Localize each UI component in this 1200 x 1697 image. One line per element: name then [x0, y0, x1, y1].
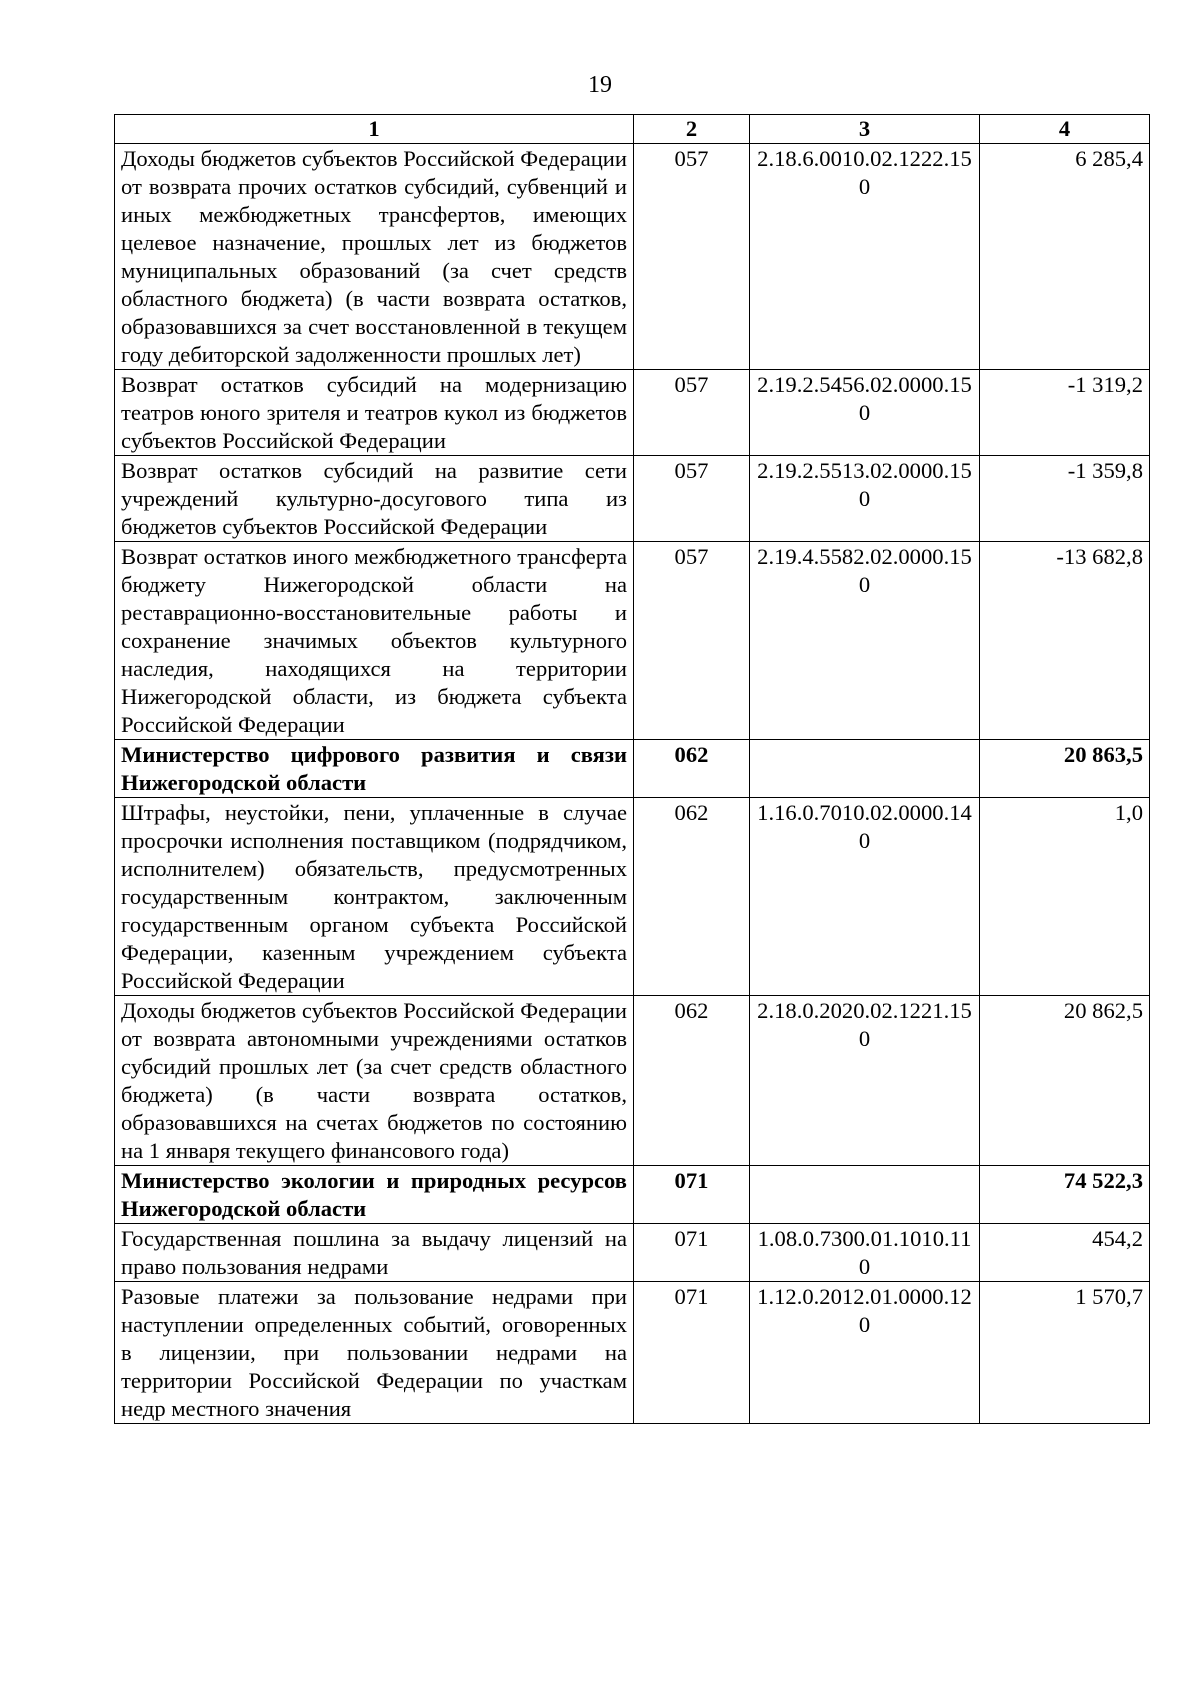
- admin-code-cell: 071: [634, 1282, 750, 1424]
- amount-cell: -1 359,8: [980, 456, 1150, 542]
- amount-cell: 454,2: [980, 1224, 1150, 1282]
- amount-cell: 1,0: [980, 798, 1150, 996]
- description-cell: Министерство экологии и природных ресурсов Нижегородской области: [115, 1166, 634, 1224]
- budget-revenue-table: [114, 114, 1150, 1424]
- kbk-code-cell: [750, 1166, 980, 1224]
- admin-code-cell: 057: [634, 542, 750, 740]
- table-row: [115, 370, 1150, 456]
- amount-cell: 74 522,3: [980, 1166, 1150, 1224]
- amount-cell: -1 319,2: [980, 370, 1150, 456]
- description-cell: Штрафы, неустойки, пени, уплаченные в случае просрочки исполнения поставщиком (подрядчиком, исполнителем) обязательств, предусмотренных государственным контрактом, заключенным государственным органом субъекта Российской Федерации, казенным учреждением субъекта Российской Федерации: [115, 798, 634, 996]
- description-cell: Разовые платежи за пользование недрами при наступлении определенных событий, оговоренных в лицензии, при пользовании недрами на территории Российской Федерации по участкам недр местного значения: [115, 1282, 634, 1424]
- amount-cell: 6 285,4: [980, 144, 1150, 370]
- amount-cell: -13 682,8: [980, 542, 1150, 740]
- description-cell: Государственная пошлина за выдачу лицензий на право пользования недрами: [115, 1224, 634, 1282]
- description-cell: Доходы бюджетов субъектов Российской Федерации от возврата автономными учреждениями остатков субсидий прошлых лет (за счет средств областного бюджета) (в части возврата остатков, образовавшихся на счетах бюджетов по состоянию на 1 января текущего финансового года): [115, 996, 634, 1166]
- amount-cell: 1 570,7: [980, 1282, 1150, 1424]
- admin-code-cell: 057: [634, 370, 750, 456]
- table-row: [115, 456, 1150, 542]
- kbk-code-cell: 2.19.2.5513.02.0000.150: [750, 456, 980, 542]
- kbk-code-cell: 1.08.0.7300.01.1010.110: [750, 1224, 980, 1282]
- table-row: [115, 798, 1150, 996]
- admin-code-cell: 057: [634, 456, 750, 542]
- kbk-code-cell: 2.18.6.0010.02.1222.150: [750, 144, 980, 370]
- admin-code-cell: 062: [634, 740, 750, 798]
- admin-code-cell: 071: [634, 1224, 750, 1282]
- description-cell: Возврат остатков иного межбюджетного трансферта бюджету Нижегородской области на реставрационно-восстановительные работы и сохранение значимых объектов культурного наследия, находящихся на территории Нижегородской области, из бюджета субъекта Российской Федерации: [115, 542, 634, 740]
- kbk-code-cell: [750, 740, 980, 798]
- kbk-code-cell: 2.18.0.2020.02.1221.150: [750, 996, 980, 1166]
- table-row: [115, 1282, 1150, 1424]
- amount-cell: 20 863,5: [980, 740, 1150, 798]
- table-row-ministry: [115, 1166, 1150, 1224]
- column-header: 3: [750, 115, 980, 144]
- kbk-code-cell: 1.16.0.7010.02.0000.140: [750, 798, 980, 996]
- table-row: [115, 1224, 1150, 1282]
- kbk-code-cell: 2.19.2.5456.02.0000.150: [750, 370, 980, 456]
- description-cell: Доходы бюджетов субъектов Российской Федерации от возврата прочих остатков субсидий, субвенций и иных межбюджетных трансфертов, имеющих целевое назначение, прошлых лет из бюджетов муниципальных образований (за счет средств областного бюджета) (в части возврата остатков, образовавшихся за счет восстановленной в текущем году дебиторской задолженности прошлых лет): [115, 144, 634, 370]
- description-cell: Министерство цифрового развития и связи Нижегородской области: [115, 740, 634, 798]
- table-header-row: [115, 115, 1150, 144]
- table-body: [115, 144, 1150, 1424]
- kbk-code-cell: 1.12.0.2012.01.0000.120: [750, 1282, 980, 1424]
- admin-code-cell: 057: [634, 144, 750, 370]
- table-row: [115, 996, 1150, 1166]
- table-row: [115, 144, 1150, 370]
- page-number: 19: [588, 72, 612, 98]
- column-header: 2: [634, 115, 750, 144]
- table-row: [115, 542, 1150, 740]
- table-row-ministry: [115, 740, 1150, 798]
- admin-code-cell: 071: [634, 1166, 750, 1224]
- admin-code-cell: 062: [634, 996, 750, 1166]
- description-cell: Возврат остатков субсидий на модернизацию театров юного зрителя и театров кукол из бюджетов субъектов Российской Федерации: [115, 370, 634, 456]
- description-cell: Возврат остатков субсидий на развитие сети учреждений культурно-досугового типа из бюджетов субъектов Российской Федерации: [115, 456, 634, 542]
- kbk-code-cell: 2.19.4.5582.02.0000.150: [750, 542, 980, 740]
- admin-code-cell: 062: [634, 798, 750, 996]
- column-header: 4: [980, 115, 1150, 144]
- amount-cell: 20 862,5: [980, 996, 1150, 1166]
- column-header: 1: [115, 115, 634, 144]
